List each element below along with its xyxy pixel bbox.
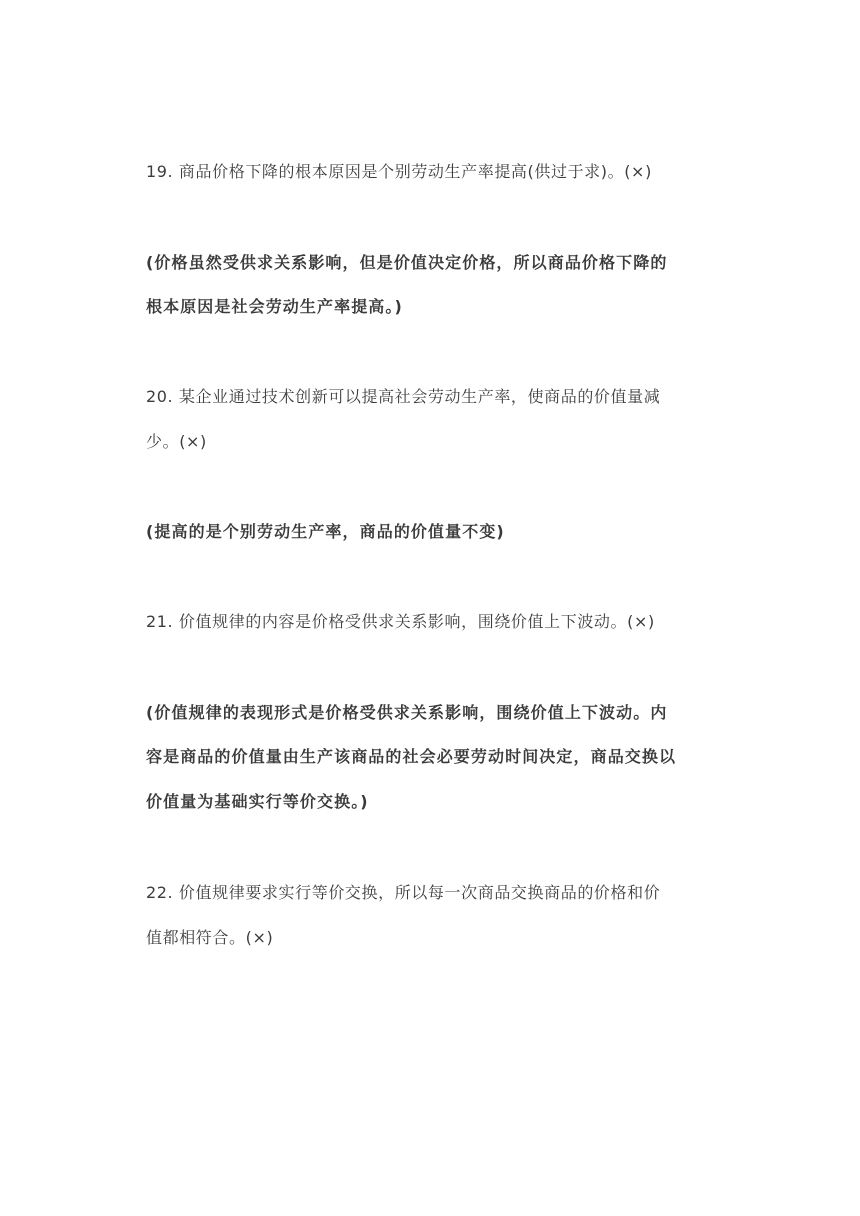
question-20-line-1: 20. 某企业通过技术创新可以提高社会劳动生产率，使商品的价值量减 — [146, 387, 661, 406]
question-21-line-1: 21. 价值规律的内容是价格受供求关系影响，围绕价值上下波动。(×) — [146, 612, 655, 631]
explanation-21-line-1: (价值规律的表现形式是价格受供求关系影响，围绕价值上下波动。内 — [146, 703, 668, 722]
explanation-20-line-1: (提高的是个别劳动生产率，商品的价值量不变) — [146, 522, 505, 541]
explanation-21-line-3: 价值量为基础实行等价交换。) — [146, 792, 369, 811]
question-22-line-2: 值都相符合。(×) — [146, 928, 274, 947]
explanation-19-line-2: 根本原因是社会劳动生产率提高。) — [146, 297, 403, 316]
explanation-21-line-2: 容是商品的价值量由生产该商品的社会必要劳动时间决定，商品交换以 — [146, 747, 677, 766]
explanation-19-line-1: (价格虽然受供求关系影响，但是价值决定价格，所以商品价格下降的 — [146, 253, 668, 272]
question-20-line-2: 少。(×) — [146, 432, 207, 451]
question-19-line-1: 19. 商品价格下降的根本原因是个别劳动生产率提高(供过于求)。(×) — [146, 162, 652, 181]
question-22-line-1: 22. 价值规律要求实行等价交换，所以每一次商品交换商品的价格和价 — [146, 883, 661, 902]
